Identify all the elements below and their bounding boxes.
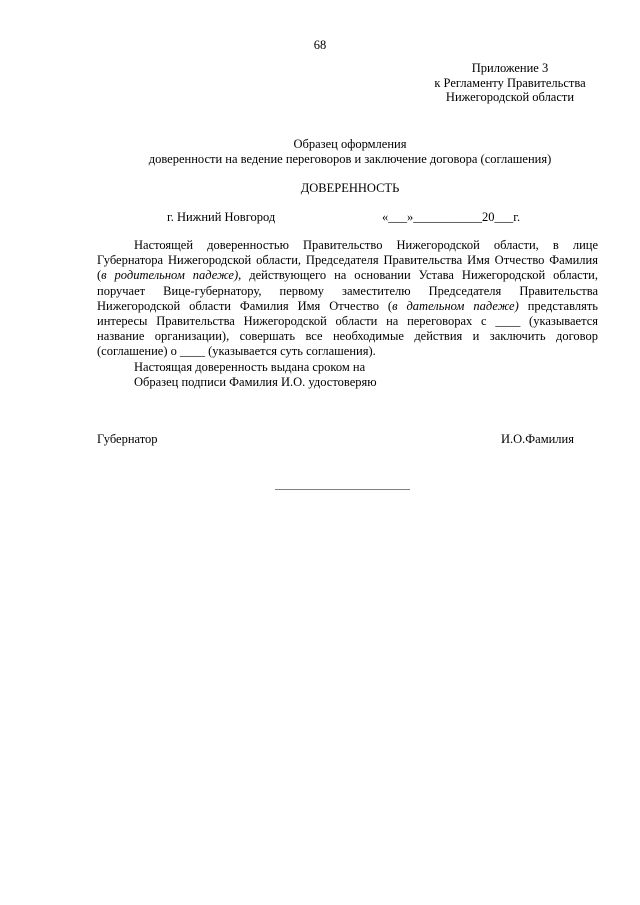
- page-number: 68: [313, 38, 327, 52]
- appendix-header: [420, 61, 600, 105]
- body-p1-part3: представлять интересы Правительства Нижегородской области на переговорах с ____ (указывается название организации), совершать все необходимые действия и заключить договор (соглашение) о ____ (указывается суть соглашения).: [97, 298, 598, 359]
- city: г. Нижний Новгород: [167, 210, 276, 224]
- body-p1-part1: Настоящей доверенностью Правительство Нижегородской области, в лице Губернатора Нижегородской области, Председателя Правительства Имя Отчество Фамилия (: [97, 238, 598, 283]
- body-paragraph-2: Настоящая доверенность выдана сроком на: [134, 359, 366, 374]
- body-p1-part2: , действующего на основании Устава Нижегородской области, поручает Вице-губернатору, первому заместителю Председателя Правительства Нижегородской области Фамилия Имя Отчество (: [97, 268, 598, 313]
- date-line: «___»___________20___г.: [382, 210, 521, 224]
- sample-title: [0, 137, 640, 167]
- sample-title-line-1: Образец оформления: [293, 137, 407, 151]
- end-divider: [275, 489, 410, 490]
- signatory-position: Губернатор: [97, 432, 158, 446]
- appendix-line-3: Нижегородской области: [445, 90, 575, 104]
- body-paragraph-1: [97, 238, 598, 360]
- appendix-line-1: Приложение 3: [471, 61, 549, 75]
- appendix-line-2: к Регламенту Правительства: [434, 75, 586, 90]
- document-title: ДОВЕРЕННОСТЬ: [300, 181, 400, 195]
- signatory-name: И.О.Фамилия: [500, 432, 574, 446]
- body-p1-case2: в дательном падеже): [392, 298, 519, 313]
- body-p1-case1: в родительном падеже): [101, 268, 239, 283]
- document-body: [97, 238, 598, 390]
- body-paragraph-3: Образец подписи Фамилия И.О. удостоверяю: [134, 374, 377, 389]
- sample-title-line-2: доверенности на ведение переговоров и заключение договора (соглашения): [148, 152, 552, 166]
